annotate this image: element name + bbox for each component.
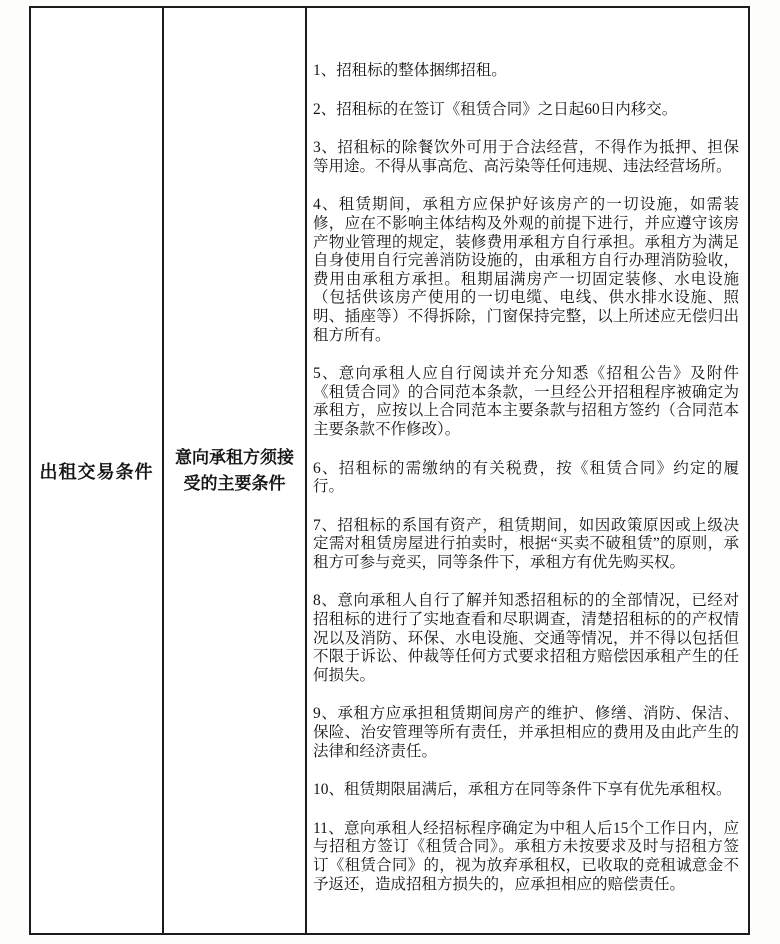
sub-label-line-1: 意向承租方须接 xyxy=(175,447,294,467)
condition-item-5: 5、意向承租人应自行阅读并充分知悉《招租公告》及附件《租赁合同》的合同范本条款，一旦经公开招租程序被确定为承租方，应按以上合同范本主要条款与招租方签约（合同范本主要条款不作修改）。 xyxy=(313,365,739,438)
condition-item-7: 7、招租标的系国有资产，租赁期间，如因政策原因或上级决定需对租赁房屋进行拍卖时，根据“买卖不破租赁”的原则，承租方可参与竞买，同等条件下，承租方有优先购买权。 xyxy=(313,516,739,571)
condition-item-11: 11、意向承租人经招标程序确定为中租人后15个工作日内，应与招租方签订《租赁合同》。承租方未按要求及时与招租方签订《租赁合同》的，视为放弃承租权，已收取的竞租诚意金不予返还，造成招租方损失的，应承担相应的赔偿责任。 xyxy=(313,819,739,893)
condition-item-10: 10、租赁期限届满后，承租方在同等条件下享有优先承租权。 xyxy=(313,781,732,799)
condition-item-4: 4、租赁期间，承租方应保护好该房产的一切设施，如需装修，应在不影响主体结构及外观的前提下进行，并应遵守该房产物业管理的规定，装修费用承租方自行承担。承租方为满足自身使用自行完善消防设施的，由承租方自行办理消防验收，费用由承租方承担。租期届满房产一切固定装修、水电设施（包括供该房产使用的一切电缆、电线、供水排水设施、照明、插座等）不得拆除，门窗保持完整，以上所述应无偿归出租方所有。 xyxy=(313,196,739,344)
condition-item-9: 9、承租方应承担租赁期间房产的维护、修缮、消防、保洁、保险、治安管理等所有责任，并承担相应的费用及由此产生的法律和经济责任。 xyxy=(313,705,739,760)
condition-item-6: 6、招租标的需缴纳的有关税费，按《租赁合同》约定的履行。 xyxy=(313,459,739,496)
conditions-cell xyxy=(307,8,748,933)
conditions-table xyxy=(29,6,750,935)
condition-item-8: 8、意向承租人自行了解并知悉招租标的的全部情况，已经对招租标的进行了实地查看和尽职调查，清楚招租标的的产权情况以及消防、环保、水电设施、交通等情况，并不得以包括但不限于诉讼、仲裁等任何方式要求招租方赔偿因承租产生的任何损失。 xyxy=(313,592,739,684)
sub-label-cell xyxy=(164,8,307,933)
condition-item-3: 3、招租标的除餐饮外可用于合法经营，不得作为抵押、担保等用途。不得从事高危、高污染等任何违规、违法经营场所。 xyxy=(313,139,739,175)
row-label-text: 出租交易条件 xyxy=(39,461,154,482)
condition-item-2: 2、招租标的在签订《租赁合同》之日起60日内移交。 xyxy=(313,100,678,118)
sub-label-line-2: 受的主要条件 xyxy=(183,473,286,493)
condition-item-1: 1、招租标的整体捆绑招租。 xyxy=(313,62,507,79)
row-label-cell xyxy=(31,8,164,933)
